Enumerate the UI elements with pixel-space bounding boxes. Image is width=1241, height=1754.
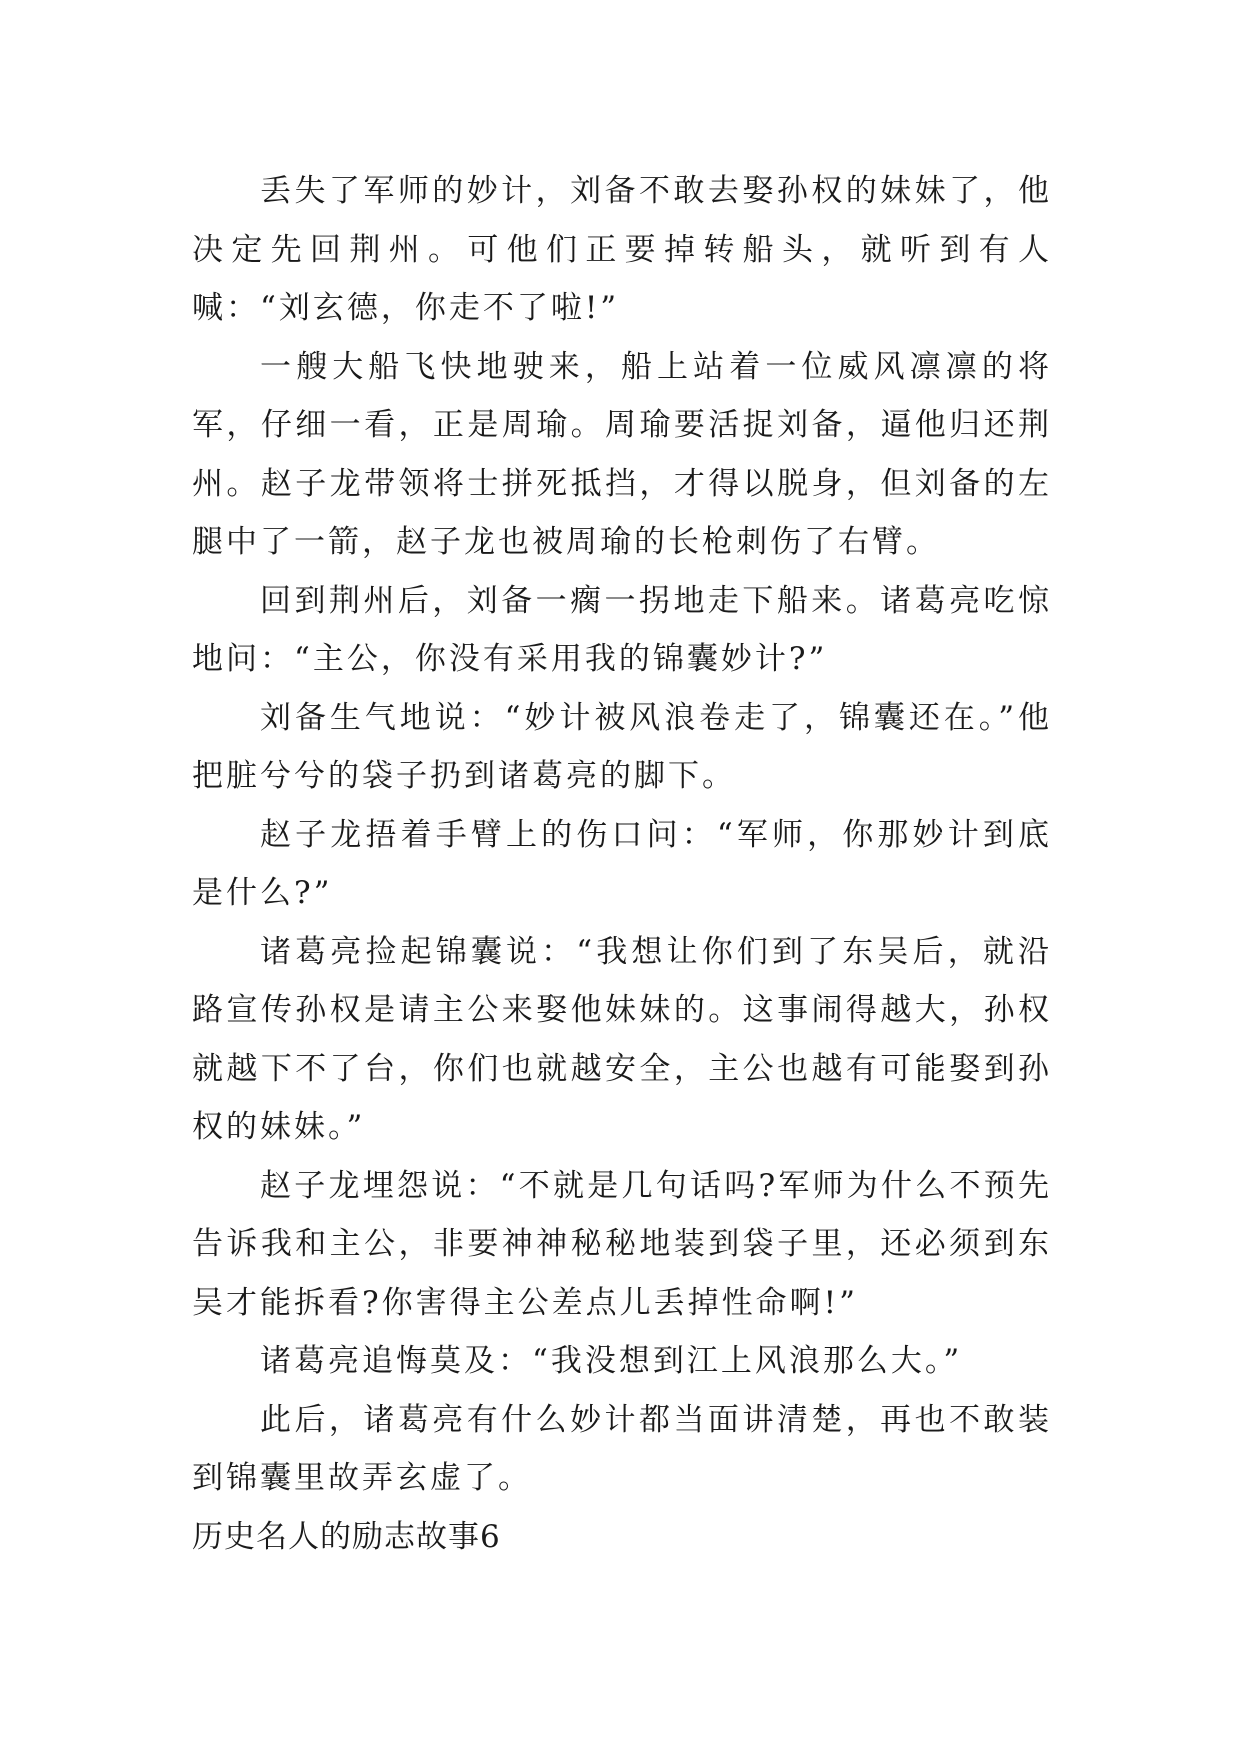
paragraph-9: 此后，诸葛亮有什么妙计都当面讲清楚，再也不敢装到锦囊里故弄玄虚了。: [192, 1401, 1052, 1496]
paragraph-3: 回到荆州后，刘备一瘸一拐地走下船来。诸葛亮吃惊地问：“主公，你没有采用我的锦囊妙计?”: [192, 582, 1052, 677]
document-body: [192, 162, 1052, 1566]
paragraph-4: 刘备生气地说：“妙计被风浪卷走了，锦囊还在。”他把脏兮兮的袋子扔到诸葛亮的脚下。: [192, 699, 1052, 794]
paragraph-6: 诸葛亮捡起锦囊说：“我想让你们到了东吴后，就沿路宣传孙权是请主公来娶他妹妹的。这事闹得越大，孙权就越下不了台，你们也就越安全，主公也越有可能娶到孙权的妹妹。”: [192, 933, 1052, 1145]
section-heading: 历史名人的励志故事6: [192, 1518, 501, 1555]
paragraph-8: 诸葛亮追悔莫及：“我没想到江上风浪那么大。”: [260, 1343, 963, 1379]
paragraph-7: 赵子龙埋怨说：“不就是几句话吗?军师为什么不预先告诉我和主公，非要神神秘秘地装到袋子里，还必须到东吴才能拆看?你害得主公差点儿丢掉性命啊!”: [192, 1167, 1052, 1321]
paragraph-5: 赵子龙捂着手臂上的伤口问：“军师，你那妙计到底是什么?”: [192, 816, 1052, 911]
paragraph-2: 一艘大船飞快地驶来，船上站着一位威风凛凛的将军，仔细一看，正是周瑜。周瑜要活捉刘备，逼他归还荆州。赵子龙带领将士拼死抵挡，才得以脱身，但刘备的左腿中了一箭，赵子龙也被周瑜的长枪刺伤了右臂。: [192, 348, 1052, 560]
paragraph-1: 丢失了军师的妙计，刘备不敢去娶孙权的妹妹了，他决定先回荆州。可他们正要掉转船头，就听到有人喊：“刘玄德，你走不了啦!”: [192, 173, 1052, 326]
